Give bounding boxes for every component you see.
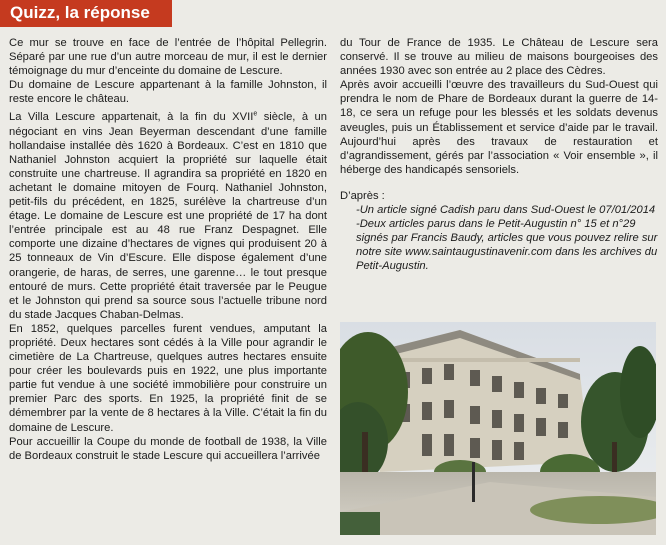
paragraph-refuge: Après avoir accueilli l’œuvre des travailleurs du Sud-Ouest qui prendra le nom de Phare de Bordeaux durant la guerre de 14-18, ce sera un refuge pour les blessés et les soldats devenus aveugles, puis un Établissement et service d’aide par le travail. Aujourd’hui après des travaux de restauration et d’agrandissement, gérés par l’association « Voir ensemble », il héberge des handicapés sensoriels. bbox=[340, 79, 658, 176]
lamp-post bbox=[472, 462, 475, 502]
paragraph-chateau: Du domaine de Lescure appartenant à la famille Johnston, il reste encore le château. bbox=[9, 79, 327, 106]
paragraph-history bbox=[9, 110, 327, 321]
page-title: Quizz, la réponse bbox=[10, 3, 150, 22]
chateau-illustration bbox=[340, 322, 656, 535]
right-column bbox=[340, 36, 658, 274]
source-petit-augustin: -Deux articles parus dans le Petit-Augustin n° 15 et n°29 signés par Francis Baudy, articles que vous pouvez relire sur notre site www.saintaugustinavenir.com dans les archives du Petit-Augustin. bbox=[356, 218, 658, 273]
chateau-photo bbox=[340, 322, 656, 535]
hedge bbox=[340, 512, 380, 535]
paragraph-sales: En 1852, quelques parcelles furent vendues, amputant la propriété. Deux hectares sont cédés à la Ville pour agrandir le cimetière de La Chartreuse, quelques autres hectares ensuite pour créer les boulevards puis en 1922, une plus importante partie fut vendue à une société immobilière pour construire un premier Parc des sports. En 1925, la propriété finit de se démembrer par la vente de 8 hectares à la Ville. C’était la fin du domaine de Lescure. bbox=[9, 322, 327, 434]
history-text-start: La Villa Lescure appartenait, à la fin du XVII bbox=[9, 111, 254, 124]
source-sud-ouest: -Un article signé Cadish paru dans Sud-Ouest le 07/01/2014 bbox=[356, 204, 656, 217]
left-column bbox=[9, 36, 327, 463]
paragraph-stadium: Pour accueillir la Coupe du monde de football de 1938, la Ville de Bordeaux construit le stade Lescure qui accueillera l’arrivée bbox=[9, 435, 327, 462]
paragraph-wall: Ce mur se trouve en face de l’entrée de l’hôpital Pellegrin. Séparé par une rue d’un autre morceau de mur, il est le dernier témoignage du mur d’enceinte du domaine de Lescure. bbox=[9, 37, 327, 78]
sources-label: D’après : bbox=[340, 189, 385, 202]
history-text-rest: siècle, à un négociant en vins Jean Beyerman descendant d’une famille hollandaise installée dès 1620 à Bordeaux. C’est en 1810 que Nathaniel Johnston acquiert la propriété sur laquelle était construite une chartreuse. Il agrandira sa propriété en 1820 en achetant le domaine mitoyen de Fourq. Nathaniel Johnston, petit-fils du précédent, en 1825, surélève la chartreuse d’un étage. Le domaine de Lescure est une propriété de 17 ha dont l’entrée principale est au 48 rue Franz Despagnet. Elle comporte une dizaine d’hectares de vignes qui produisent 20 à 25 tonneaux de Vin d’Escure. Elle dispose également d’une orangerie, de haras, de serres, une garenne… le tout presque entouré de murs. Cette propriété était traversée par le Peugue et le Johnston qui prend sa source sous l’actuelle tribune nord du stade Jacques Chaban-Delmas. bbox=[9, 111, 328, 321]
century-superscript: e bbox=[253, 110, 258, 118]
paragraph-tour-de-france: du Tour de France de 1935. Le Château de Lescure sera conservé. Il se trouve au milieu de maisons bourgeoises des années 1930 avec son entrée au 2 place des Cèdres. bbox=[340, 37, 658, 78]
title-banner bbox=[0, 0, 172, 27]
